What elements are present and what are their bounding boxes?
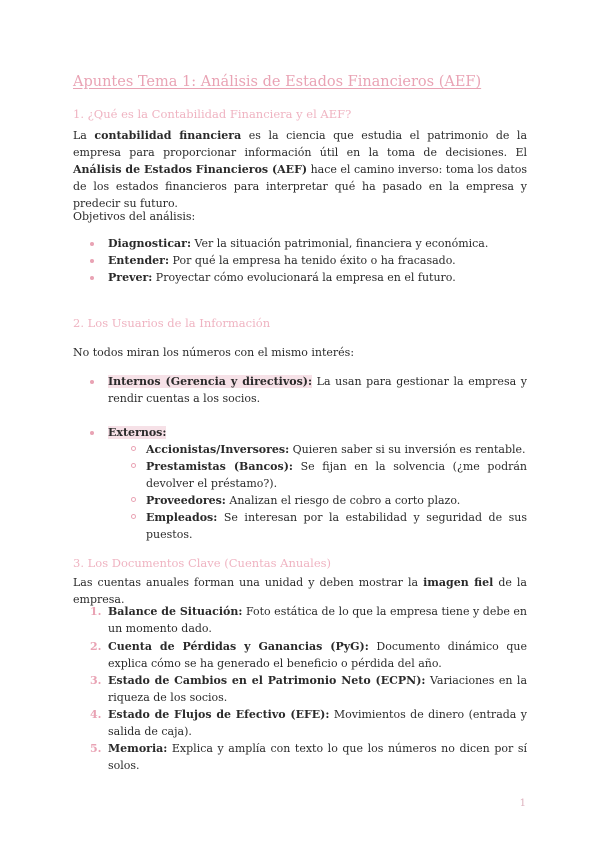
bullet-icon bbox=[90, 276, 94, 280]
page-title: Apuntes Tema 1: Análisis de Estados Financieros (AEF) bbox=[73, 74, 482, 90]
bullet-icon bbox=[90, 380, 94, 384]
numbered-item: 2. Cuenta de Pérdidas y Ganancias (PyG): Documento dinámico que explica cómo se ha generado el beneficio o pérdida del año. bbox=[90, 640, 527, 670]
section-3-heading: 3. Los Documentos Clave (Cuentas Anuales) bbox=[73, 556, 332, 570]
section-2-heading: 2. Los Usuarios de la Información bbox=[73, 316, 271, 330]
section-2-intro: No todos miran los números con el mismo interés: bbox=[73, 346, 355, 359]
objectives-label: Objetivos del análisis: bbox=[73, 210, 196, 223]
circle-bullet-icon bbox=[131, 463, 136, 468]
numbered-item: 1. Balance de Situación: Foto estática de lo que la empresa tiene y debe en un momento dado. bbox=[90, 605, 528, 635]
section-1-heading: 1. ¿Qué es la Contabilidad Financiera y el AEF? bbox=[73, 107, 352, 121]
list-item: Diagnosticar: Ver la situación patrimonial, financiera y económica. bbox=[73, 235, 527, 252]
bullet-icon bbox=[90, 242, 94, 246]
sub-list-item: Accionistas/Inversores: Quieren saber si su inversión es rentable. bbox=[73, 441, 527, 458]
numbered-item: 5. Memoria: Explica y amplía con texto lo que los números no dicen por sí solos. bbox=[90, 742, 527, 772]
page-number: 1 bbox=[519, 798, 526, 809]
bullet-icon bbox=[90, 259, 94, 263]
section-3-intro: Las cuentas anuales forman una unidad y deben mostrar la imagen fiel de la empresa. bbox=[73, 576, 527, 606]
bullet-icon bbox=[90, 431, 94, 435]
list-item: Externos: bbox=[73, 424, 527, 441]
sub-list-item: Prestamistas (Bancos): Se fijan en la solvencia (¿me podrán devolver el préstamo?). bbox=[73, 458, 527, 492]
numbered-item: 3. Estado de Cambios en el Patrimonio Neto (ECPN): Variaciones en la riqueza de los socios. bbox=[90, 674, 527, 704]
section-1-paragraph: La contabilidad financiera es la ciencia que estudia el patrimonio de la empresa para proporcionar información útil en la toma de decisiones. El Análisis de Estados Financieros (AEF) hace el camino inverso: toma los datos de los estados financieros para interpretar qué ha pasado en la empresa y predecir su futuro. bbox=[73, 129, 528, 210]
circle-bullet-icon bbox=[131, 446, 136, 451]
circle-bullet-icon bbox=[131, 514, 136, 519]
list-item: Prever: Proyectar cómo evolucionará la empresa en el futuro. bbox=[73, 269, 527, 286]
sub-list-item: Empleados: Se interesan por la estabilidad y seguridad de sus puestos. bbox=[73, 509, 527, 543]
list-item: Internos (Gerencia y directivos): La usan para gestionar la empresa y rendir cuentas a los socios. bbox=[73, 373, 527, 407]
numbered-item: 4. Estado de Flujos de Efectivo (EFE): Movimientos de dinero (entrada y salida de caja). bbox=[90, 708, 528, 738]
circle-bullet-icon bbox=[131, 497, 136, 502]
list-item: Entender: Por qué la empresa ha tenido éxito o ha fracasado. bbox=[73, 252, 527, 269]
sub-list-item: Proveedores: Analizan el riesgo de cobro a corto plazo. bbox=[73, 492, 527, 509]
